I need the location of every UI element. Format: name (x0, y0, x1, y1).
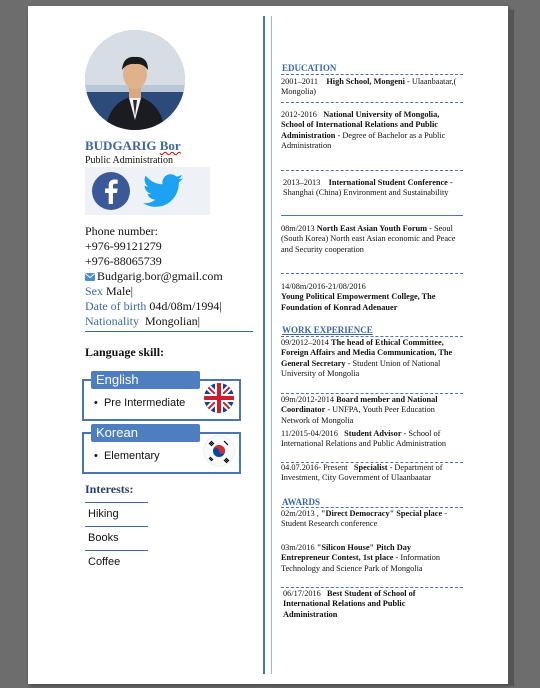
section-divider (281, 393, 463, 394)
section-divider (281, 273, 463, 274)
work-experience-heading: WORK EXPERIENCE (282, 325, 373, 335)
column-divider-light (271, 16, 272, 674)
interest-divider (85, 550, 148, 551)
sex-value: Male| (106, 284, 134, 298)
work-item: 09/2012–2014 The head of Ethical Committee, Foreign Affairs and Media Communication, The General Secretary - Student Union of National University of Mongolia (281, 338, 453, 378)
uk-flag-icon (204, 383, 234, 413)
phone-number-2[interactable]: +976-88065739 (85, 254, 162, 268)
person-name: BUDGARIG Bor (85, 138, 181, 153)
language-skill-title: Language skill: (85, 345, 165, 359)
interest-item: Coffee (88, 556, 121, 568)
dob-value: 04d/08m/1994| (149, 299, 222, 313)
award-item: 06/17/2016 Best Student of School of International Relations and Public Administration (283, 589, 416, 619)
phone-label: Phone number: (85, 224, 158, 238)
section-divider (281, 587, 463, 588)
person-field: Public Administration (85, 155, 174, 166)
twitter-icon[interactable] (143, 173, 185, 209)
profile-photo (85, 30, 185, 130)
language-level-korean: • Elementary (94, 450, 160, 462)
korea-flag-icon (204, 436, 234, 466)
page-shadow (508, 10, 514, 686)
dob-label: Date of birth (85, 299, 147, 313)
sex-row (85, 284, 133, 299)
work-item: 04.07.2016- Present Specialist - Department of Investment, City Government of Ulaanbaatar (281, 463, 443, 483)
interest-item: Books (88, 532, 119, 544)
envelope-icon (85, 273, 95, 281)
sex-label: Sex (85, 284, 103, 298)
nationality-label: Nationality (85, 314, 139, 328)
section-divider (281, 215, 463, 216)
work-item: 11/2015-04/2016 Student Advisor - School of International Relations and Public Administration (281, 429, 446, 449)
interests-title: Interests: (85, 482, 134, 496)
education-item: 08m/2013 North East Asian Youth Forum - Seoul (South Korea) North east Asian economic and Peace and Security cooperation (281, 224, 456, 254)
divider (85, 331, 253, 332)
language-name-korean: Korean (91, 424, 200, 442)
column-divider (263, 16, 265, 674)
section-divider (281, 102, 463, 103)
award-item: 02m/2013 , "Direct Democracy" Special place - Student Research conference (281, 509, 447, 529)
language-level-english: • Pre Intermediate (94, 397, 186, 409)
education-item: 2013–2013 International Student Conference - Shanghai (China) Environment and Sustainability (283, 178, 453, 198)
social-icons (85, 167, 210, 215)
education-item: 2012-2016 National University of Mongolia, School of International Relations and Public Administration - Degree of Bachelor as a Public Administration (281, 110, 446, 150)
interest-divider (85, 526, 148, 527)
work-item: 09m/2012-2014 Board member and National Coordinator - UNFPA, Youth Peer Education Network of Mongolia (281, 395, 438, 425)
section-divider (281, 74, 463, 75)
nationality-row (85, 314, 200, 329)
section-divider (281, 336, 463, 337)
interest-item: Hiking (88, 508, 119, 520)
language-name-english: English (91, 371, 200, 389)
awards-heading: AWARDS (282, 497, 321, 507)
section-divider (281, 170, 463, 171)
education-heading: EDUCATION (282, 63, 337, 73)
email-row (85, 269, 223, 284)
email-address[interactable]: Budgarig.bor@gmail.com (97, 269, 223, 283)
interest-divider (85, 502, 148, 503)
facebook-icon[interactable] (91, 171, 131, 211)
education-item: 2001–2011 High School, Mongeni - Ulaanbaatar,( Mongolia) (281, 77, 457, 97)
nationality-value: Mongolian| (145, 314, 201, 328)
award-item: 03m/2016 "Silicon House" Pitch Day Entrepreneur Contest, 1st place - Information Technology and Science Park of Mongolia (281, 543, 441, 573)
phone-number-1[interactable]: +976-99121279 (85, 239, 162, 253)
dob-row (85, 299, 222, 314)
section-divider (281, 507, 463, 508)
education-item: 14/08m/2016-21/08/2016 Young Political Empowerment College, The Foundation of Konrad Adenauer (281, 282, 436, 312)
